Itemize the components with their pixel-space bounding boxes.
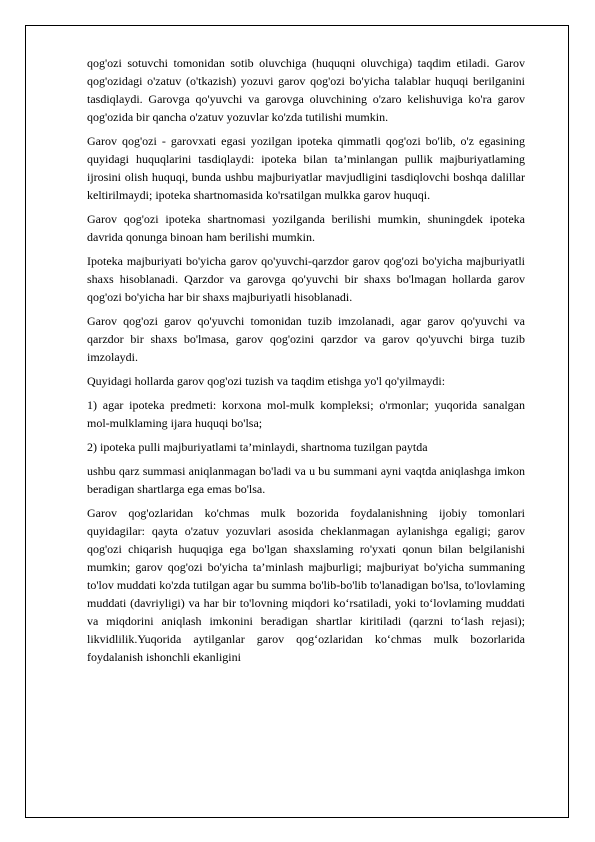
paragraph-9: ushbu qarz summasi aniqlanmagan bo'ladi va u bu summani ayni vaqtda aniqlashga imkon beradigan shartlarga ega emas bo'lsa. (87, 464, 525, 496)
paragraph-4: Ipoteka majburiyati bo'yicha garov qo'yuvchi-qarzdor garov qog'ozi bo'yicha majburiyatli shaxs hisoblanadi. Qarzdor va garovga qo'yuvchi bir shaxs bo'lmagan hollarda garov qog'ozi bo'yicha har bir shaxs majburiyatli hisoblanadi. (87, 254, 525, 304)
paragraph-10: Garov qog'ozlaridan ko'chmas mulk bozorida foydalanishning ijobiy tomonlari quyidagilar: qayta o'zatuv yozuvlari asosida cheklanmagan aylanishga egaligi; garov qog'ozi chiqarish huquqiga ega bo'lgan shaxslaming ro'yxati qonun bilan belgilanishi mumkin; garov qog'ozi bo'yicha ta’minlash majburligi; majburiyat bo'yicha summaning to'lov muddati ko'zda tutilgan agar bu summa bo'lib-bo'lib to'lanadigan bo'lsa, to'lovlaming muddati (davriyligi) va har bir to'lovning miqdori ko‘rsatiladi, yoki to‘lovlaming muddati va miqdorini aniqlash imkonini beradigan shartlar kiritiladi (qarzni to‘lash rejasi); likvidlilik.Yuqorida aytilganlar garov qog‘ozlaridan ko‘chmas mulk bozorlarida foydalanish ishonchli ekanligini (87, 506, 525, 664)
paragraph-7: 1) agar ipoteka predmeti: korxona mol-mulk kompleksi; o'rmonlar; yuqorida sanalgan mol-mulklaming ijara huquqi bo'lsa; (87, 398, 525, 430)
paragraph-8: 2) ipoteka pulli majburiyatlami ta’minlaydi, shartnoma tuzilgan paytda (87, 440, 428, 454)
paragraph-5: Garov qog'ozi garov qo'yuvchi tomonidan tuzib imzolanadi, agar garov qo'yuvchi va qarzdor bir shaxs bo'lmasa, garov qog'ozini qarzdor va garov qo'yuvchi birga tuzib imzolaydi. (87, 314, 525, 364)
paragraph-3: Garov qog'ozi ipoteka shartnomasi yozilganda berilishi mumkin, shuningdek ipoteka davrida qonunga binoan ham berilishi mumkin. (87, 212, 525, 244)
paragraph-6: Quyidagi hollarda garov qog'ozi tuzish va taqdim etishga yo'l qo'yilmaydi: (87, 374, 446, 388)
paragraph-1: qog'ozi sotuvchi tomonidan sotib oluvchiga (huquqni oluvchiga) taqdim etiladi. Garov qog'ozidagi o'zatuv (o'tkazish) yozuvi garov qog'ozi bo'yicha talablar huquqi berilganini tasdiqlaydi. Garovga qo'yuvchi va garovga oluvchining o'zaro kelishuviga ko'ra garov qog'ozida bir qancha o'zatuv yozuvlar ko'zda tutilishi mumkin. (87, 56, 525, 124)
document-body (87, 54, 525, 672)
paragraph-2: Garov qog'ozi - garovxati egasi yozilgan ipoteka qimmatli qog'ozi bo'lib, o'z egasining quyidagi huquqlarini tasdiqlaydi: ipoteka bilan ta’minlangan pullik majburiyatlaming ijrosini olish huquqi, bunda ushbu majburiyatlar mavjudligini tasdiqlovchi boshqa dalillar keltirilmaydi; ipoteka shartnomasida ko'rsatilgan mulkka garov huquqi. (87, 134, 525, 202)
